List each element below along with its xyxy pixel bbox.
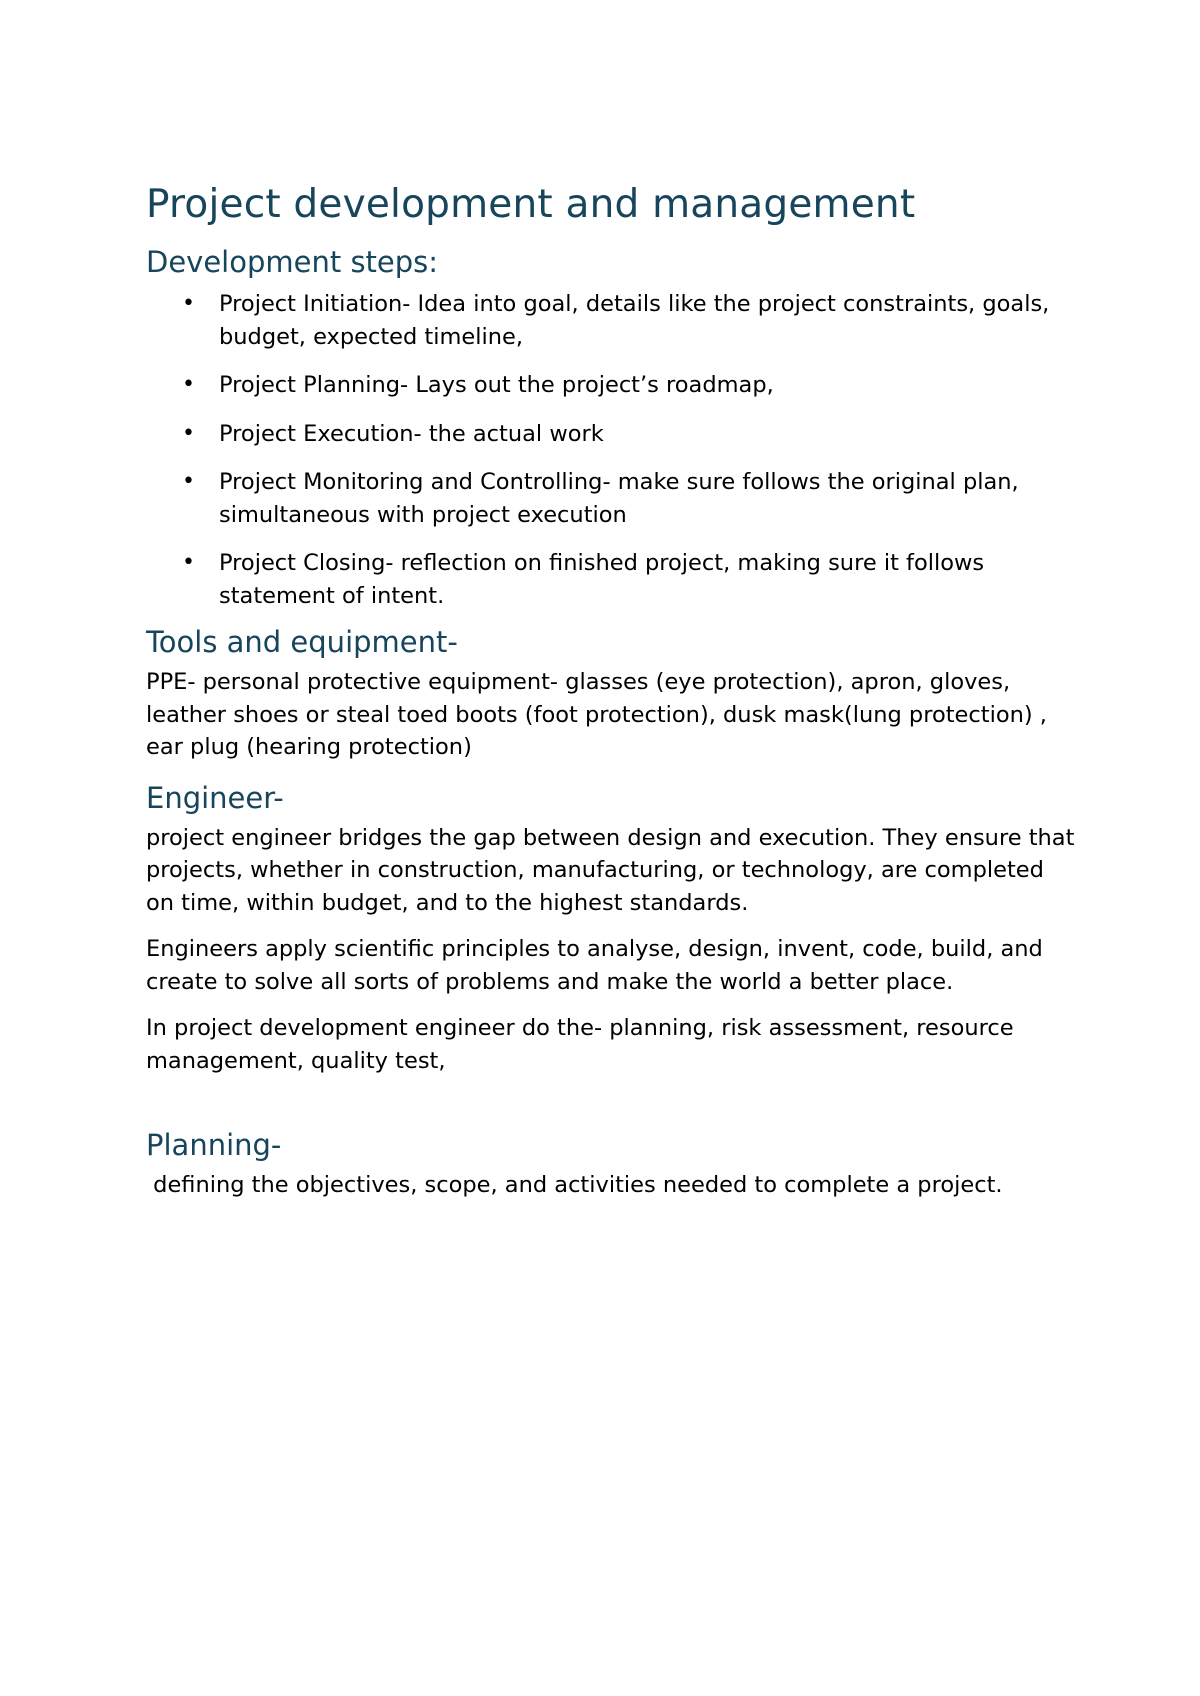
bullet-icon: • [182, 291, 195, 316]
bullet-icon: • [182, 550, 195, 575]
engineer-paragraph: In project development engineer do the- planning, risk assessment, resource management, quality test, [146, 1015, 1014, 1074]
list-item [146, 466, 1076, 531]
bullet-icon: • [182, 420, 195, 446]
list-item-text: Project Planning- Lays out the project’s roadmap, [219, 372, 774, 398]
development-steps-heading: Development steps: [146, 245, 439, 279]
list-item-text: Project Execution- the actual work [219, 420, 604, 447]
list-item [146, 418, 1076, 451]
engineer-paragraph: Engineers apply scientific principles to analyse, design, invent, code, build, and create to solve all sorts of problems and make the world a better place. [146, 936, 1043, 995]
list-item-text: Project Initiation- Idea into goal, details like the project constraints, goals, budget, expected timeline, [219, 291, 1050, 350]
engineer-heading: Engineer- [146, 780, 284, 815]
tools-paragraph: PPE- personal protective equipment- glasses (eye protection), apron, gloves, leather shoes or steal toed boots (foot protection), dusk mask(lung protection) , ear plug (hearing protection) [146, 669, 1047, 760]
engineer-paragraph: project engineer bridges the gap between design and execution. They ensure that projects, whether in construction, manufacturing, or technology, are completed on time, within budget, and to the highest standards. [146, 824, 1075, 916]
list-item-text: Project Monitoring and Controlling- make sure follows the original plan, simultaneous with project execution [219, 469, 1019, 528]
list-item-text: Project Closing- reflection on finished project, making sure it follows statement of intent. [219, 550, 985, 609]
planning-paragraph: defining the objectives, scope, and activities needed to complete a project. [146, 1172, 1003, 1198]
list-item [146, 369, 1076, 402]
tools-heading: Tools and equipment- [146, 625, 458, 659]
development-steps-list [146, 288, 1076, 612]
list-item [146, 547, 1076, 612]
bullet-icon: • [182, 469, 195, 494]
document-title: Project development and management [146, 182, 916, 227]
document-body [146, 178, 1076, 1202]
bullet-icon: • [182, 372, 195, 397]
planning-heading: Planning- [146, 1128, 282, 1162]
list-item [146, 288, 1076, 353]
